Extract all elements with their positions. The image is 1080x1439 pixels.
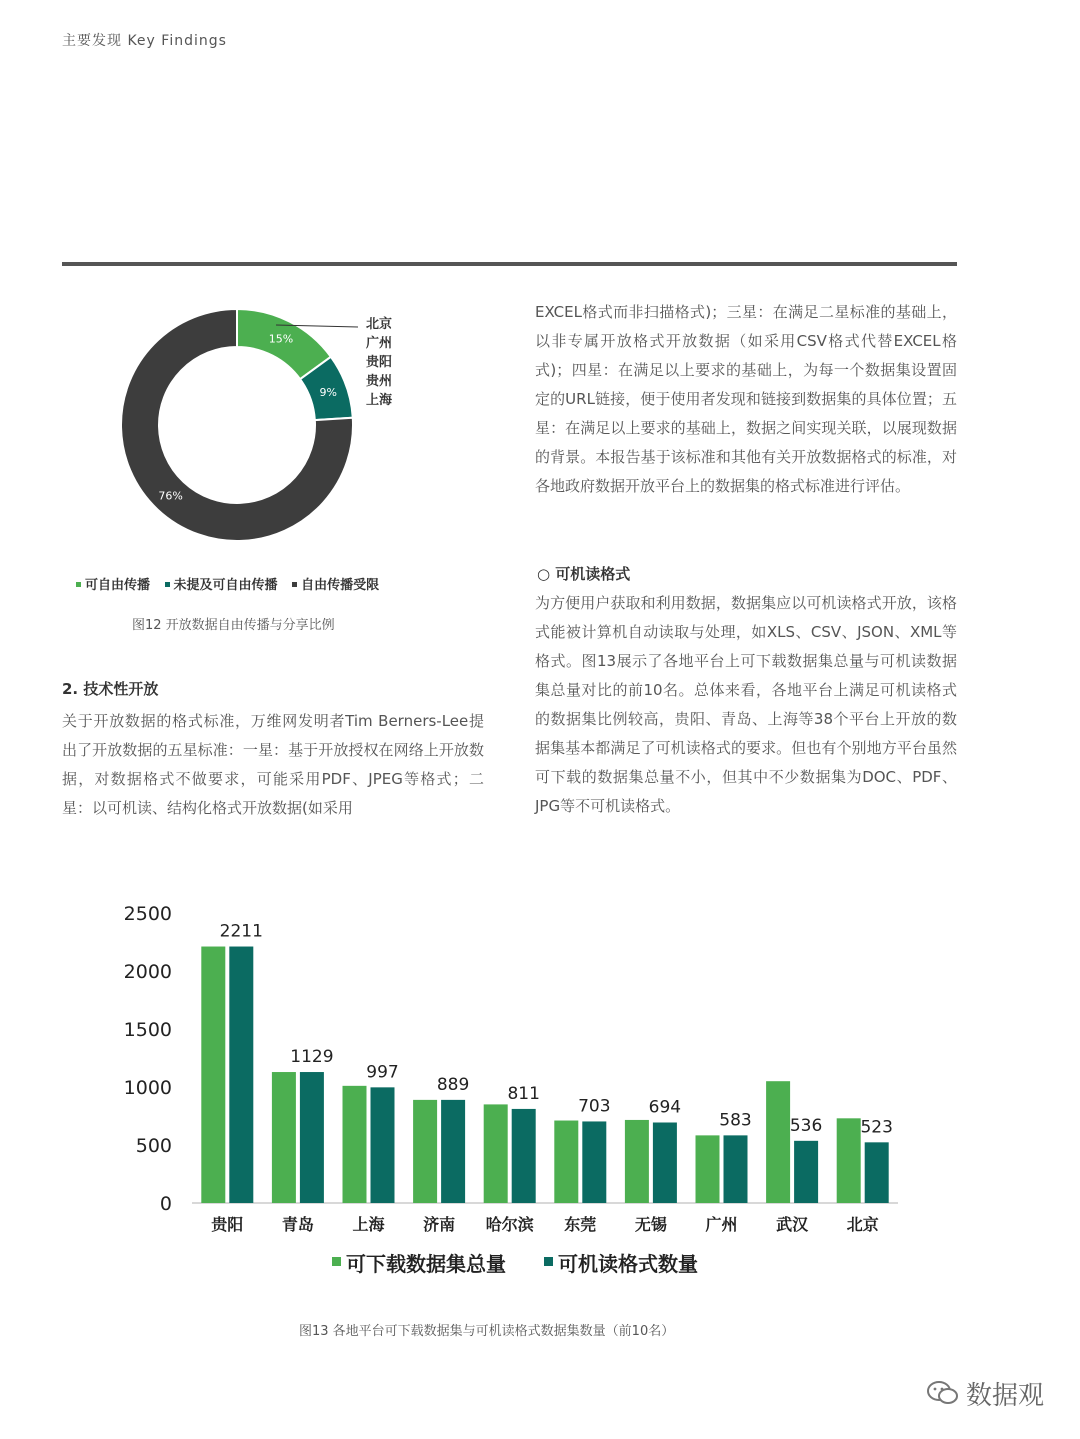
- wechat-icon: [926, 1379, 960, 1414]
- callout-city: 广州: [366, 336, 393, 351]
- x-tick-label: 贵阳: [211, 1215, 244, 1234]
- legend-label: 未提及可自由传播: [173, 578, 278, 593]
- bar: [512, 1109, 536, 1203]
- bar: [582, 1121, 606, 1203]
- right-paragraph-2: 为方便用户获取和利用数据，数据集应以可机读格式开放，该格式能被计算机自动读取与处理，如XLS、CSV、JSON、XML等格式。图13展示了各地平台上可下载数据集总量与可机读数据集总量对比的前10名。总体来看，各地平台上满足可机读格式的数据集比例较高，贵阳、青岛、上海等38个平台上开放的数据集基本都满足了可机读格式的要求。但也有个别地方平台虽然可下载的数据集总量不小，但其中不少数据集为DOC、PDF、JPG等不可机读格式。: [535, 594, 957, 815]
- bar-chart: [100, 895, 920, 1285]
- bar: [300, 1072, 324, 1203]
- bar: [484, 1104, 508, 1203]
- data-label: 523: [860, 1117, 893, 1138]
- figure-12-caption: 图12 开放数据自由传播与分享比例: [132, 618, 335, 633]
- x-tick-label: 济南: [423, 1215, 456, 1234]
- bar: [625, 1120, 649, 1203]
- data-label: 889: [436, 1074, 470, 1095]
- callout-city: 北京: [366, 317, 393, 332]
- donut-chart: [100, 295, 430, 555]
- bar: [272, 1072, 296, 1203]
- legend-item-free: [72, 574, 150, 593]
- section-divider: [62, 262, 957, 266]
- figure-13-caption: 图13 各地平台可下载数据集与可机读格式数据集数量（前10名）: [299, 1324, 675, 1339]
- legend-label: 可机读格式数量: [558, 1252, 698, 1276]
- data-label: 811: [507, 1083, 540, 1104]
- bar: [229, 947, 253, 1203]
- bar: [371, 1087, 395, 1203]
- data-label: 2211: [219, 921, 263, 942]
- bar: [441, 1100, 465, 1203]
- legend-swatch: [332, 1257, 341, 1266]
- legend-label: 可自由传播: [85, 578, 151, 593]
- data-label: 1129: [290, 1047, 334, 1068]
- y-tick-label: 0: [159, 1193, 172, 1215]
- data-label: 997: [366, 1062, 399, 1083]
- legend-item-limited: [288, 574, 379, 593]
- bar: [837, 1118, 861, 1203]
- data-label: 536: [789, 1115, 823, 1136]
- x-tick-label: 东莞: [564, 1215, 597, 1234]
- callout-city: 上海: [366, 393, 393, 408]
- x-tick-label: 广州: [705, 1215, 738, 1234]
- y-tick-label: 2500: [123, 903, 172, 925]
- data-label: 583: [719, 1110, 752, 1131]
- watermark-text: 数据观: [965, 1381, 1044, 1411]
- bar: [865, 1142, 889, 1203]
- legend-swatch: [165, 582, 170, 587]
- legend-swatch: [292, 582, 297, 587]
- callout-city: 贵州: [366, 374, 393, 389]
- bar: [343, 1086, 367, 1203]
- section-title: 2. 技术性开放: [62, 680, 159, 698]
- legend-label: 可下载数据集总量: [346, 1252, 506, 1276]
- y-tick-label: 500: [135, 1135, 172, 1157]
- bar: [653, 1122, 677, 1203]
- slice-label: 76%: [158, 489, 183, 503]
- slice-label: 15%: [268, 332, 294, 346]
- slice-label: 9%: [319, 386, 337, 400]
- callout-city: 贵阳: [366, 355, 393, 370]
- data-label: 703: [578, 1096, 611, 1117]
- x-tick-label: 无锡: [634, 1215, 667, 1234]
- bar: [794, 1141, 818, 1203]
- y-tick-label: 1500: [123, 1019, 172, 1041]
- legend-swatch: [544, 1257, 553, 1266]
- legend-item-unmentioned: [161, 574, 278, 593]
- legend-label: 自由传播受限: [301, 578, 380, 593]
- bar: [696, 1135, 720, 1203]
- x-tick-label: 北京: [846, 1215, 879, 1234]
- bar: [724, 1135, 748, 1203]
- bar: [413, 1100, 437, 1203]
- legend-swatch: [76, 582, 81, 587]
- watermark: [926, 1375, 1044, 1414]
- x-tick-label: 哈尔滨: [485, 1215, 534, 1234]
- bar: [554, 1121, 578, 1203]
- x-tick-label: 青岛: [281, 1215, 314, 1234]
- data-label: 694: [648, 1097, 682, 1118]
- x-tick-label: 上海: [352, 1215, 385, 1234]
- right-paragraph-1: EXCEL格式而非扫描格式)；三星：在满足二星标准的基础上，以非专属开放格式开放数据（如采用CSV格式代替EXCEL格式)；四星：在满足以上要求的基础上，为每一个数据集设置固定的URL链接，便于使用者发现和链接到数据集的具体位置；五星：在满足以上要求的基础上，数据之间实现关联，以展现数据的背景。本报告基于该标准和其他有关开放数据格式的标准，对各地政府数据开放平台上的数据集的格式标准进行评估。: [535, 303, 957, 495]
- bar: [766, 1081, 790, 1203]
- donut-legend: [72, 574, 385, 593]
- x-tick-label: 武汉: [776, 1215, 809, 1234]
- y-tick-label: 1000: [123, 1077, 172, 1099]
- bar: [201, 947, 225, 1203]
- left-paragraph: 关于开放数据的格式标准，万维网发明者Tim Berners-Lee提出了开放数据的五星标准：一星：基于开放授权在网络上开放数据，对数据格式不做要求，可能采用PDF、JPEG等格式；二星：以可机读、结构化格式开放数据(如采用: [62, 712, 484, 817]
- page-header: 主要发现 Key Findings: [62, 33, 227, 49]
- subsection-title: ○ 可机读格式: [537, 565, 631, 583]
- y-tick-label: 2000: [123, 961, 172, 983]
